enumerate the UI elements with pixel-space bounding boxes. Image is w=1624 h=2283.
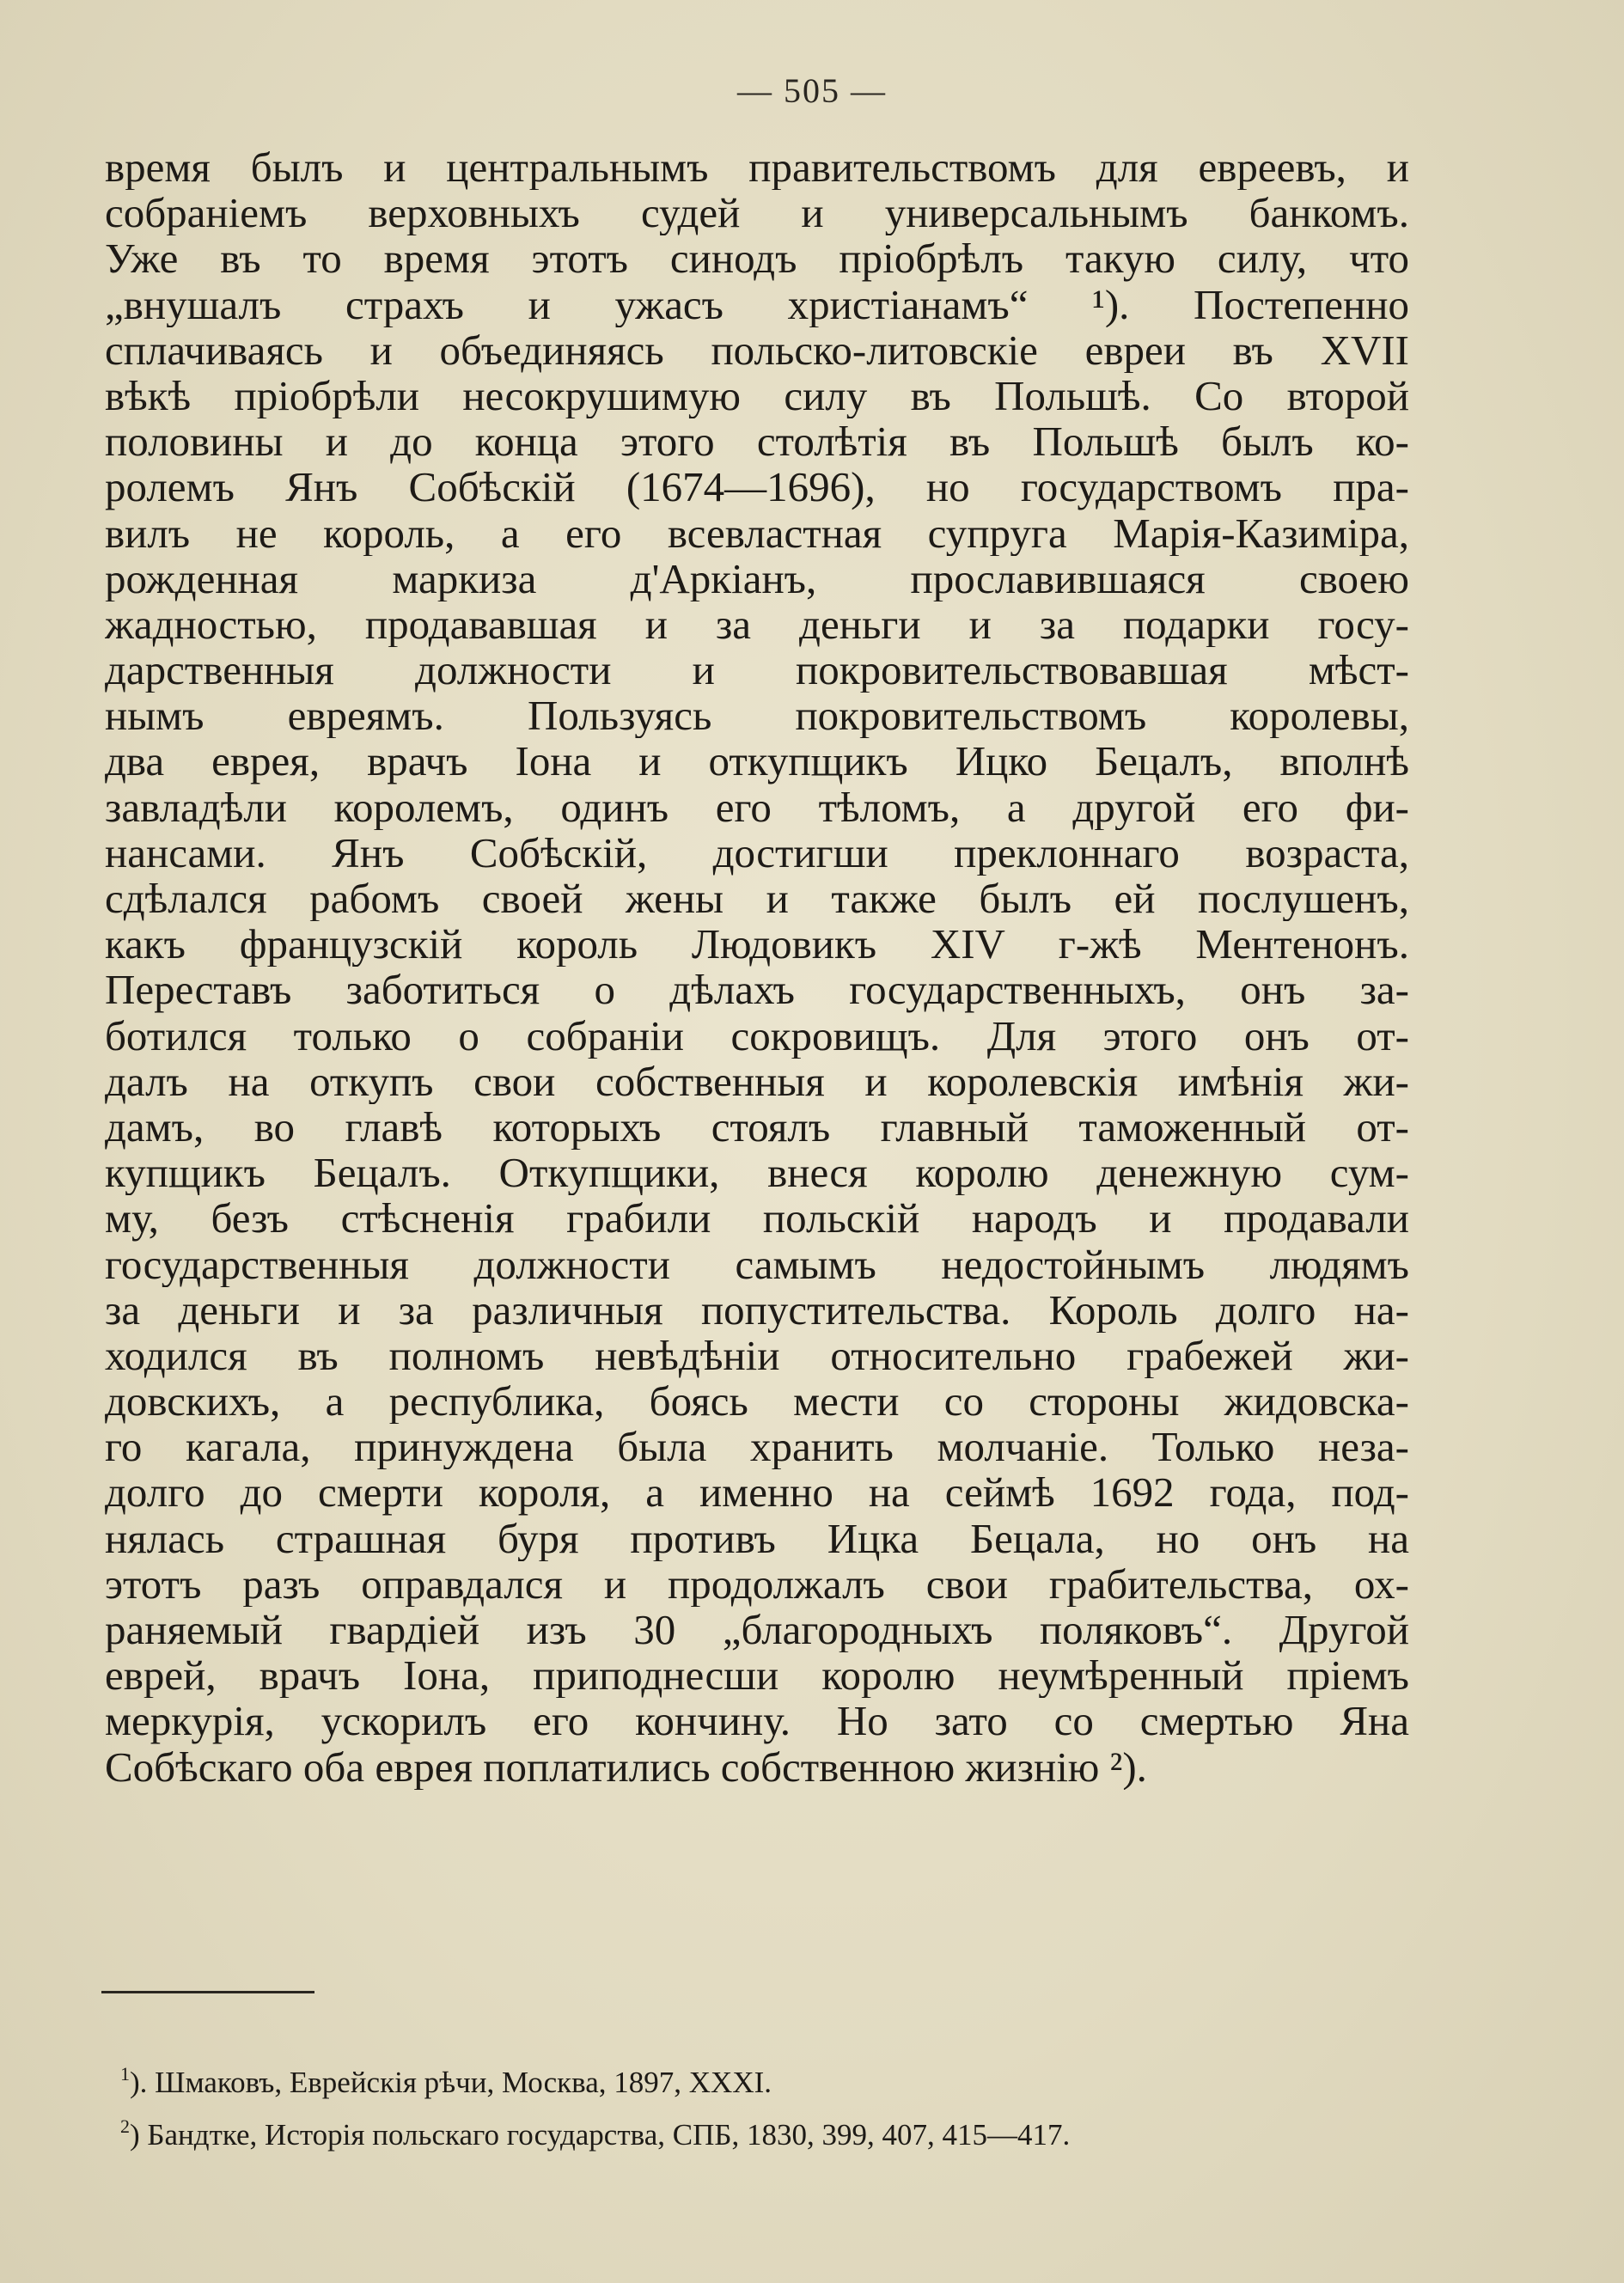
text-line: жадностью, продававшая и за деньги и за подарки госу- bbox=[105, 601, 1409, 648]
text-line: государственныя должности самымъ недостойнымъ людямъ bbox=[105, 1241, 1409, 1287]
text-line: нымъ евреямъ. Пользуясь покровительствомъ королевы, bbox=[105, 693, 1409, 739]
text-line: далъ на откупъ свои собственныя и королевскія имѣнія жи- bbox=[105, 1058, 1409, 1104]
text-line: дарственныя должности и покровительствовавшая мѣст- bbox=[105, 647, 1409, 693]
footnote-mark: 2 bbox=[120, 2115, 130, 2137]
footnote-mark: 1 bbox=[120, 2063, 130, 2085]
text-line: этотъ разъ оправдался и продолжалъ свои грабительства, ох- bbox=[105, 1560, 1409, 1607]
text-line: му, безъ стѣсненія грабили польскій народъ и продавали bbox=[105, 1195, 1409, 1242]
text-line: какъ французскій король Людовикъ XIV г-жѣ Ментенонъ. bbox=[105, 921, 1409, 968]
text-line: два еврея, врачъ Іона и откупщикъ Ицко Бецалъ, вполнѣ bbox=[105, 738, 1409, 784]
text-line: время былъ и центральнымъ правительствомъ для евреевъ, и bbox=[105, 144, 1409, 191]
text-line: довскихъ, а республика, боясь мести со стороны жидовска- bbox=[105, 1378, 1409, 1425]
text-line: половины и до конца этого столѣтія въ Польшѣ былъ ко- bbox=[105, 418, 1409, 465]
text-line: завладѣли королемъ, одинъ его тѣломъ, а другой его фи- bbox=[105, 784, 1409, 830]
text-line: сплачиваясь и объединяясь польско-литовскіе евреи въ XVII bbox=[105, 327, 1409, 373]
footnote-text: ) Бандтке, Исторія польскаго государства, СПБ, 1830, 399, 407, 415—417. bbox=[130, 2118, 1071, 2152]
main-text-block bbox=[105, 144, 1409, 1790]
text-line: еврей, врачъ Іона, приподнесши королю неумѣренный пріемъ bbox=[105, 1652, 1409, 1699]
text-line: нансами. Янъ Собѣскій, достигши преклоннаго возраста, bbox=[105, 829, 1409, 876]
footnotes-block bbox=[120, 2048, 1409, 2152]
text-line: го кагала, принуждена была хранить молчаніе. Только неза- bbox=[105, 1424, 1409, 1470]
text-line: меркурія, ускорилъ его кончину. Но зато со смертью Яна bbox=[105, 1698, 1409, 1744]
text-line: ботился только о собраніи сокровищъ. Для этого онъ от- bbox=[105, 1012, 1409, 1059]
text-line: раняемый гвардіей изъ 30 „благородныхъ поляковъ“. Другой bbox=[105, 1607, 1409, 1653]
page-number: — 505 — bbox=[737, 71, 887, 110]
text-line: ролемъ Янъ Собѣскій (1674—1696), но государствомъ пра- bbox=[105, 464, 1409, 510]
text-line: рожденная маркиза д'Аркіанъ, прославившаяся своею bbox=[105, 555, 1409, 601]
footnote-1 bbox=[120, 2048, 1409, 2100]
text-line: собраніемъ верховныхъ судей и универсальнымъ банкомъ. bbox=[105, 190, 1409, 236]
text-line: нялась страшная буря противъ Ицка Бецала, но онъ на bbox=[105, 1515, 1409, 1561]
text-line: Уже въ то время этотъ синодъ пріобрѣлъ такую силу, что bbox=[105, 235, 1409, 282]
footnote-divider bbox=[101, 1991, 314, 1993]
text-line: Переставъ заботиться о дѣлахъ государственныхъ, онъ за- bbox=[105, 967, 1409, 1013]
text-line: за деньги и за различныя попустительства. Король долго на- bbox=[105, 1286, 1409, 1333]
text-line: вилъ не король, а его всевластная супруга Марія-Казиміра, bbox=[105, 510, 1409, 556]
text-line: Собѣскаго оба еврея поплатились собственною жизнію ²). bbox=[105, 1743, 1147, 1790]
footnote-2 bbox=[120, 2100, 1409, 2152]
text-line: купщикъ Бецалъ. Откупщики, внеся королю денежную сум- bbox=[105, 1150, 1409, 1196]
text-line: ходился въ полномъ невѣдѣніи относительно грабежей жи- bbox=[105, 1332, 1409, 1379]
text-line: дамъ, во главѣ которыхъ стоялъ главный таможенный от- bbox=[105, 1103, 1409, 1151]
text-line: сдѣлался рабомъ своей жены и также былъ ей послушенъ, bbox=[105, 876, 1409, 922]
text-line: долго до смерти короля, а именно на сеймѣ 1692 года, под- bbox=[105, 1469, 1409, 1516]
footnote-text: ). Шмаковъ, Еврейскія рѣчи, Москва, 1897, XXXI. bbox=[130, 2066, 772, 2099]
text-line: вѣкѣ пріобрѣли несокрушимую силу въ Польшѣ. Со второй bbox=[105, 372, 1409, 419]
text-line: „внушалъ страхъ и ужасъ христіанамъ“ ¹). Постепенно bbox=[105, 281, 1409, 327]
